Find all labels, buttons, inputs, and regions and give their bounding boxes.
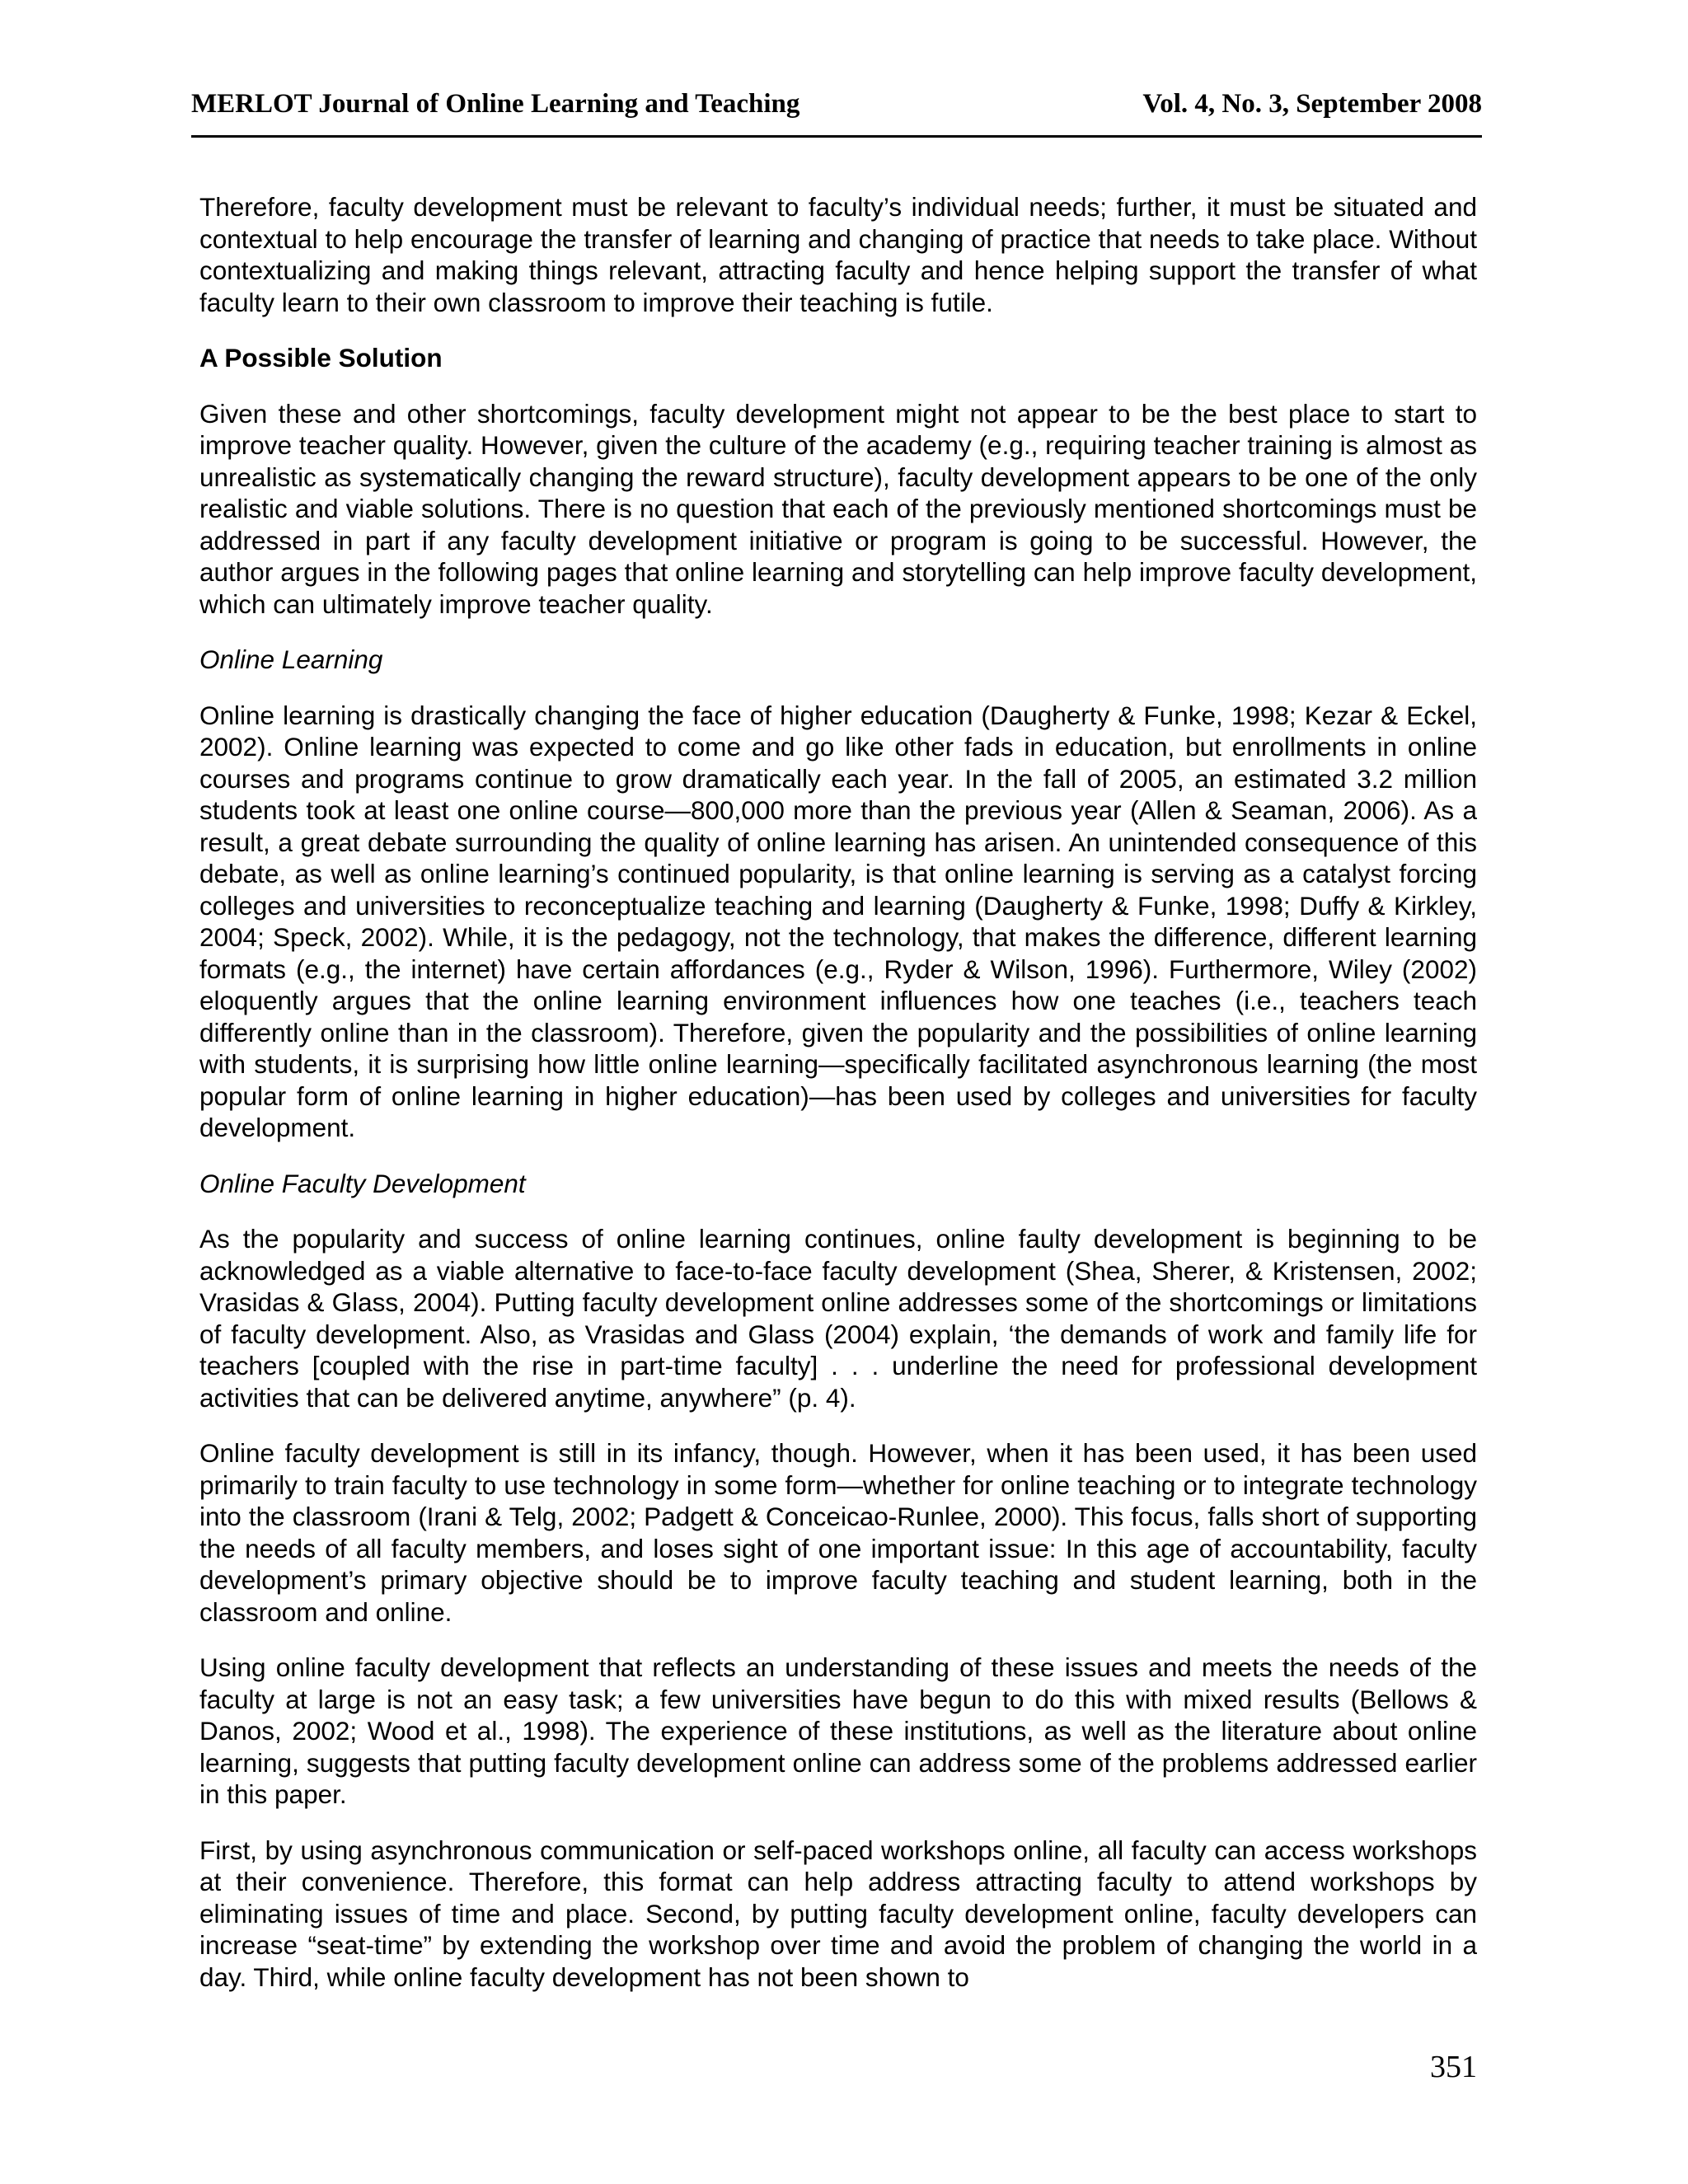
section-heading-possible-solution: A Possible Solution [199, 343, 443, 373]
running-header [191, 89, 1482, 138]
online-faculty-paragraph-3: Using online faculty development that reflects an understanding of these issues and meets the needs of the faculty at large is not an easy task; a few universities have begun to do this with mixed results (Bellows & Danos, 2002; Wood et al., 1998). The experience of these institutions, as well as the literature about online learning, suggests that putting faculty development online can address some of the problems addressed earlier in this paper. [199, 1652, 1477, 1809]
solution-paragraph: Given these and other shortcomings, faculty development might not appear to be the best place to start to improve teacher quality. However, given the culture of the academy (e.g., requiring teacher training is almost as unrealistic as systematically changing the reward structure), faculty development appears to be one of the only realistic and viable solutions. There is no question that each of the previously mentioned shortcomings must be addressed in part if any faculty development initiative or program is going to be successful. However, the author argues in the following pages that online learning and storytelling can help improve faculty development, which can ultimately improve teacher quality. [199, 398, 1477, 619]
online-faculty-paragraph-1: As the popularity and success of online learning continues, online faulty development is beginning to be acknowledged as a viable alternative to face-to-face faculty development (Shea, Sherer, & Kristensen, 2002; Vrasidas & Glass, 2004). Putting faculty development online addresses some of the shortcomings or limitations of faculty development. Also, as Vrasidas and Glass (2004) explain, ‘the demands of work and family life for teachers [coupled with the rise in part-time faculty] . . . underline the need for professional development activities that can be delivered anytime, anywhere” (p. 4). [199, 1224, 1477, 1413]
online-faculty-paragraph-2: Online faculty development is still in its infancy, though. However, when it has been used, it has been used primarily to train faculty to use technology in some form—whether for online teaching or to integrate technology into the classroom (Irani & Telg, 2002; Padgett & Conceicao-Runlee, 2000). This focus, falls short of supporting the needs of all faculty members, and loses sight of one important issue: In this age of accountability, faculty development’s primary objective should be to improve faculty teaching and student learning, both in the classroom and online. [199, 1438, 1477, 1627]
page-number: 351 [1430, 2050, 1477, 2084]
intro-paragraph: Therefore, faculty development must be relevant to faculty’s individual needs; further, it must be situated and contextual to help encourage the transfer of learning and changing of practice that needs to take place. Without contextualizing and making things relevant, attracting faculty and hence helping support the transfer of what faculty learn to their own classroom to improve their teaching is futile. [199, 192, 1477, 317]
article-body [199, 191, 1477, 2017]
subheading-online-faculty-development: Online Faculty Development [199, 1168, 526, 1198]
journal-title: MERLOT Journal of Online Learning and Teaching [191, 89, 800, 119]
online-learning-paragraph: Online learning is drastically changing the face of higher education (Daugherty & Funke, 1998; Kezar & Eckel, 2002). Online learning was expected to come and go like other fads in education, but enrollments in online courses and programs continue to grow dramatically each year. In the fall of 2005, an estimated 3.2 million students took at least one online course—800,000 more than the previous year (Allen & Seaman, 2006). As a result, a great debate surrounding the quality of online learning has arisen. An unintended consequence of this debate, as well as online learning’s continued popularity, is that online learning is serving as a catalyst forcing colleges and universities to reconceptualize teaching and learning (Daugherty & Funke, 1998; Duffy & Kirkley, 2004; Speck, 2002). While, it is the pedagogy, not the technology, that makes the difference, different learning formats (e.g., the internet) have certain affordances (e.g., Ryder & Wilson, 1996). Furthermore, Wiley (2002) eloquently argues that the online learning environment influences how one teaches (i.e., teachers teach differently online than in the classroom). Therefore, given the popularity and the possibilities of online learning with students, it is surprising how little online learning—specifically facilitated asynchronous learning (the most popular form of online learning in higher education)—has been used by colleges and universities for faculty development. [199, 700, 1477, 1142]
subheading-online-learning: Online Learning [199, 644, 383, 674]
volume-info: Vol. 4, No. 3, September 2008 [1142, 89, 1482, 119]
online-faculty-paragraph-4: First, by using asynchronous communication or self-paced workshops online, all faculty can access workshops at their convenience. Therefore, this format can help address attracting faculty to attend workshops by eliminating issues of time and place. Second, by putting faculty development online, faculty developers can increase “seat-time” by extending the workshop over time and avoid the problem of changing the world in a day. Third, while online faculty development has not been shown to [199, 1835, 1477, 1992]
